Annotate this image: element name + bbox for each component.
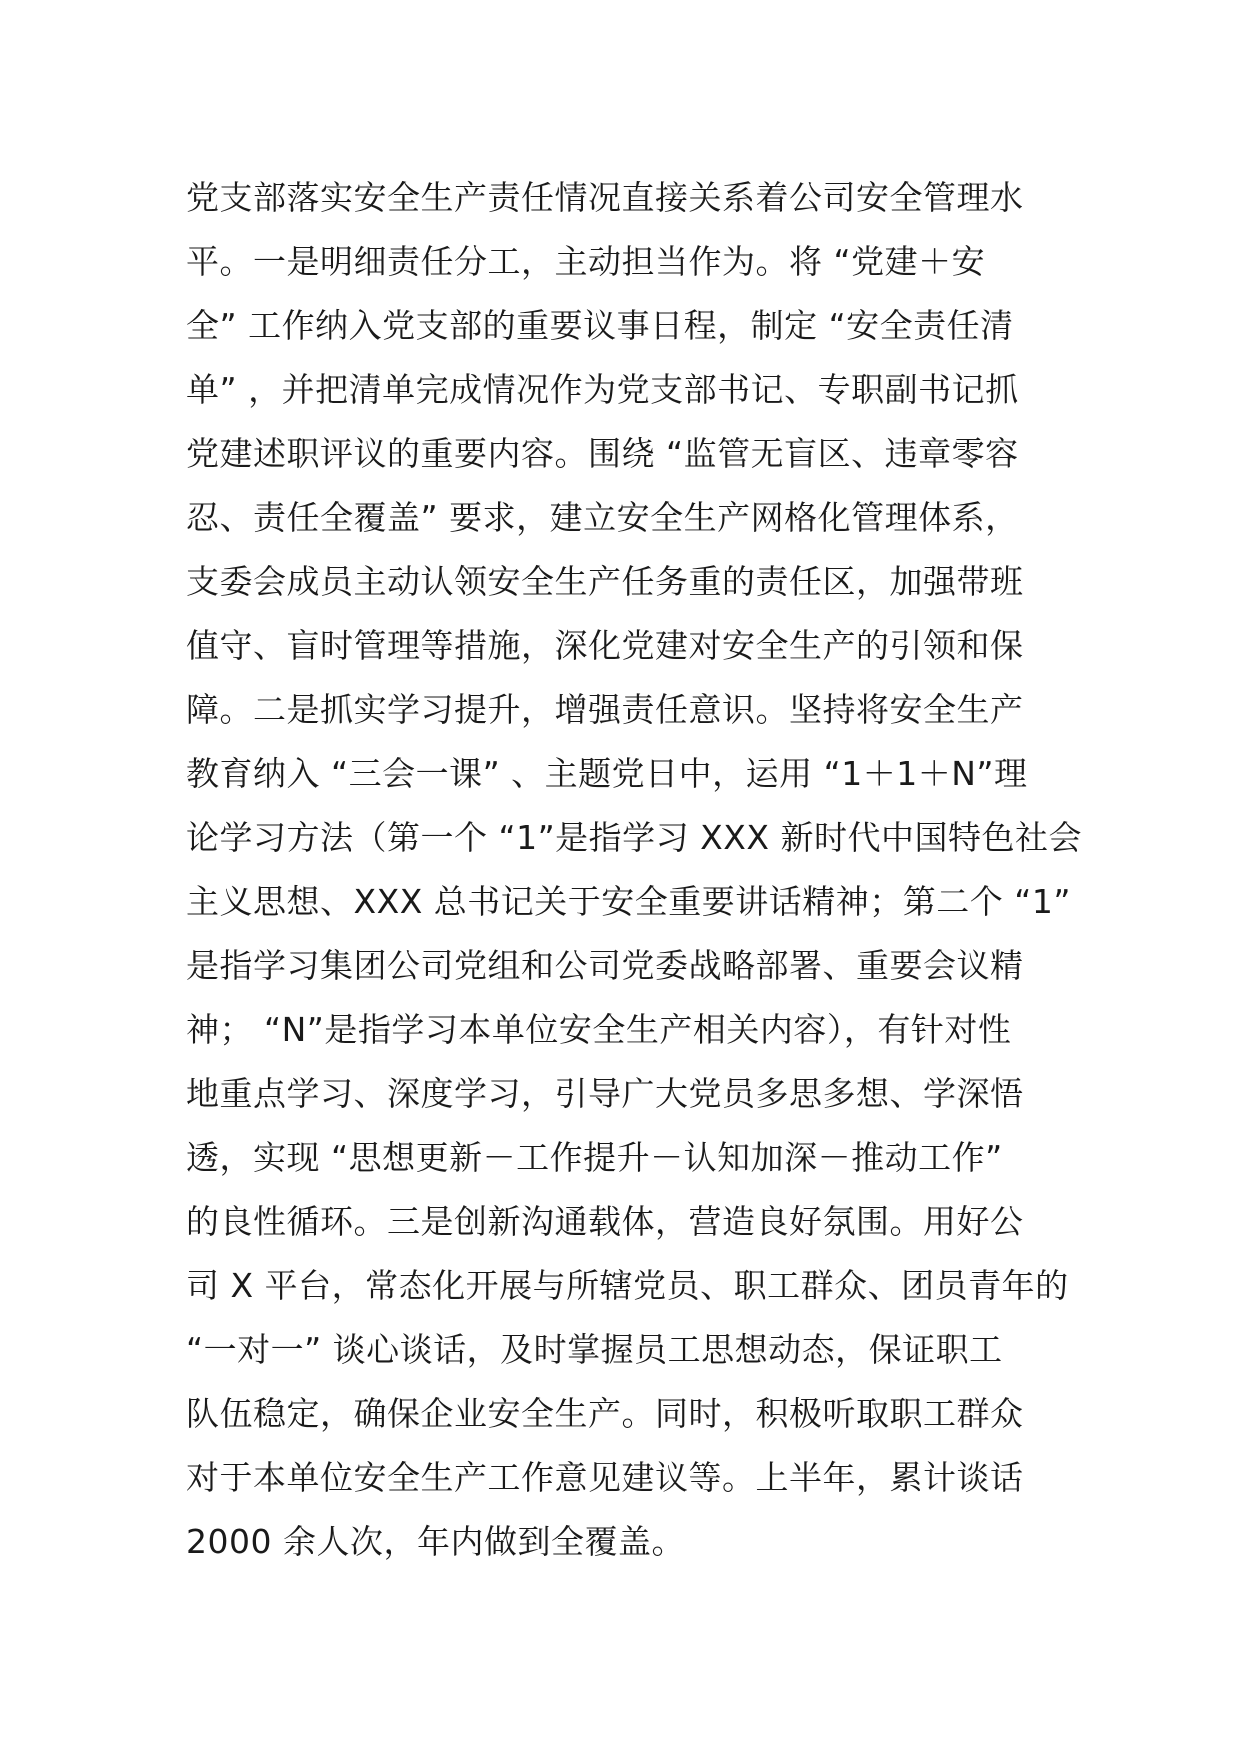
text-line: 教育纳入 “三会一课” 、主题党日中，运用 “1＋1＋N”理 (186, 754, 1028, 793)
text-line: 支委会成员主动认领安全生产任务重的责任区，加强带班 (186, 562, 1024, 601)
text-line: 司 X 平台，常态化开展与所辖党员、职工群众、团员青年的 (186, 1266, 1069, 1305)
text-line: 障。二是抓实学习提升，增强责任意识。坚持将安全生产 (186, 690, 1024, 729)
text-line: 平。一是明细责任分工，主动担当作为。将 “党建＋安 (186, 242, 986, 281)
text-line: 2000 余人次，年内做到全覆盖。 (186, 1522, 685, 1561)
text-line: 忍、责任全覆盖” 要求，建立安全生产网格化管理体系， (186, 498, 1019, 537)
text-line: 是指学习集团公司党组和公司党委战略部署、重要会议精 (186, 946, 1024, 985)
text-line: 透，实现 “思想更新－工作提升－认知加深－推动工作” (186, 1138, 1003, 1177)
text-line: 队伍稳定，确保企业安全生产。同时，积极听取职工群众 (186, 1394, 1024, 1433)
text-line: 党支部落实安全生产责任情况直接关系着公司安全管理水 (186, 178, 1024, 217)
text-line: “一对一” 谈心谈话，及时掌握员工思想动态，保证职工 (186, 1330, 1003, 1369)
text-line: 论学习方法（第一个 “1”是指学习 XXX 新时代中国特色社会 (186, 818, 1082, 857)
text-line: 地重点学习、深度学习，引导广大党员多思多想、学深悟 (186, 1074, 1024, 1113)
text-line: 党建述职评议的重要内容。围绕 “监管无盲区、违章零容 (186, 434, 1019, 473)
text-line: 值守、盲时管理等措施，深化党建对安全生产的引领和保 (186, 626, 1024, 665)
text-line: 神； “N”是指学习本单位安全生产相关内容），有针对性 (186, 1010, 1012, 1049)
text-line: 主义思想、XXX 总书记关于安全重要讲话精神；第二个 “1” (186, 882, 1071, 921)
text-line: 的良性循环。三是创新沟通载体，营造良好氛围。用好公 (186, 1202, 1024, 1241)
text-line: 全” 工作纳入党支部的重要议事日程，制定 “安全责任清 (186, 306, 1014, 345)
text-line: 对于本单位安全生产工作意见建议等。上半年，累计谈话 (186, 1458, 1024, 1497)
text-line: 单” ，并把清单完成情况作为党支部书记、专职副书记抓 (186, 370, 1019, 409)
body-paragraph (186, 166, 1082, 1574)
